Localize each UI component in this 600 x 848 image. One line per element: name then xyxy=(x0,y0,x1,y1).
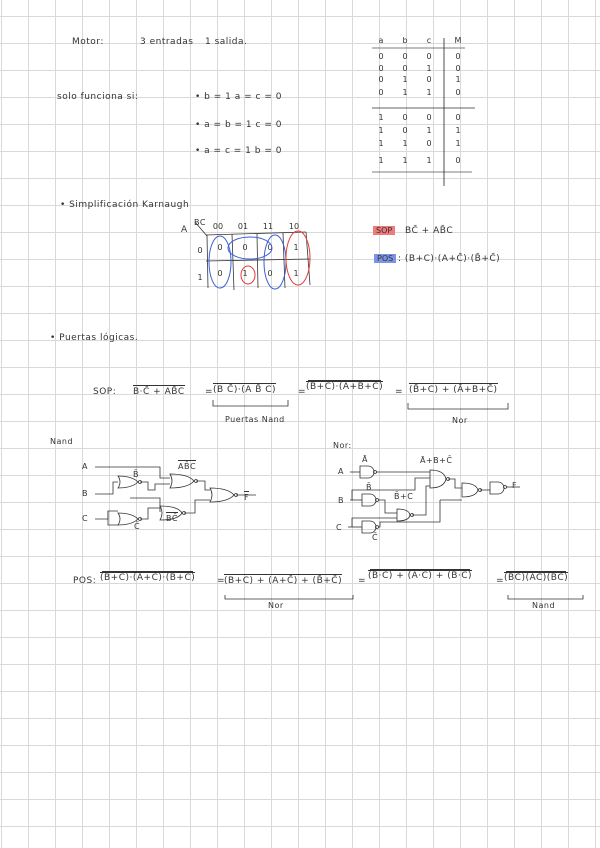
sop-term-3: (B̄+C)·(Ā+B+C̄) xyxy=(306,382,384,392)
eq: = xyxy=(298,387,307,397)
kmap-cell: 0 xyxy=(217,243,223,252)
kmap-col-var: BC xyxy=(194,218,206,227)
nand-input-a: A xyxy=(82,462,88,471)
pos-term-2: (B+C) + (A+C̄) + (B̄+C̄) xyxy=(224,576,343,586)
nor-input-b: B xyxy=(338,496,344,505)
nand-circuit-title: Nand xyxy=(50,437,74,446)
nor-not-a-label: Ā xyxy=(362,455,368,464)
condition-3: • a = c = 1 b = 0 xyxy=(195,146,282,156)
label-nand-2: Nand xyxy=(532,601,556,610)
truth-table-header: c xyxy=(426,36,432,45)
label-nor-2: Nor xyxy=(268,601,284,610)
kmap-cell: 0 xyxy=(217,269,223,278)
nor-circuit xyxy=(348,466,520,533)
nor-not-c-gate xyxy=(362,521,376,533)
pos-term-1: (B+C)·(A+C̄)·(B̄+C̄) xyxy=(100,573,196,583)
kmap-row-label: 0 xyxy=(197,246,203,255)
truth-table-header: b xyxy=(402,36,408,45)
truth-table-cell: 1 xyxy=(378,156,384,165)
motor-title: Motor: xyxy=(72,37,104,47)
kmap-cell: 1 xyxy=(293,243,299,252)
truth-table-cell: 0 xyxy=(378,52,384,61)
kmap-col-label: 10 xyxy=(288,222,300,231)
kmap-col-label: 00 xyxy=(212,222,224,231)
nor-gate-out xyxy=(490,482,504,494)
kmap-cell: 1 xyxy=(293,269,299,278)
eq: = xyxy=(395,387,404,397)
kmap-cell: 1 xyxy=(242,269,248,278)
sop-term-1: B·C̄ + AB̄C xyxy=(133,387,185,397)
truth-table-cell: 1 xyxy=(426,156,432,165)
kmap-row-var: A xyxy=(181,225,188,235)
inputs-text: 3 entradas xyxy=(140,37,194,47)
nand-input-c: C xyxy=(82,514,89,523)
truth-table-cell: 1 xyxy=(378,113,384,122)
pos-badge: POS xyxy=(374,254,396,263)
nand-not-b-label: B̄ xyxy=(133,470,139,479)
truth-table-cell: 0 xyxy=(402,113,408,122)
nand-not-c-gate xyxy=(118,513,138,525)
kmap-cell: 0 xyxy=(242,243,248,252)
nor-input-c: C xyxy=(336,523,343,532)
nor-g2-label: B̄+C xyxy=(394,492,414,501)
kmap-cell: 0 xyxy=(267,243,273,252)
eq: = xyxy=(496,576,505,586)
truth-table-cell: 0 xyxy=(402,52,408,61)
nor-g1-label: Ā+B+C̄ xyxy=(420,456,453,465)
nor-not-a-gate xyxy=(360,466,374,478)
truth-table-header: M xyxy=(454,36,462,45)
truth-table-cell: 1 xyxy=(402,156,408,165)
nor-input-a: A xyxy=(338,467,344,476)
pos-term-3: (B̄·C̄) + (Ā·C) + (B·C) xyxy=(368,571,473,581)
nand-output-label: F xyxy=(244,493,250,502)
truth-table-cell: 0 xyxy=(455,64,461,73)
truth-table-cell: 1 xyxy=(455,139,461,148)
nand-not-c-label: C̄ xyxy=(134,522,141,531)
karnaugh-title: • Simplificación Karnaugh xyxy=(60,200,190,210)
truth-table-header: a xyxy=(378,36,384,45)
nor-output-label: F xyxy=(512,481,518,490)
nor-circuit-title: Nor: xyxy=(333,441,352,450)
truth-table-cell: 0 xyxy=(426,113,432,122)
truth-table-cell: 0 xyxy=(455,88,461,97)
nand-g2-label: BC̄ xyxy=(166,514,178,523)
nor-not-b-gate xyxy=(362,494,376,506)
kmap-col-label: 11 xyxy=(262,222,274,231)
truth-table-cell: 0 xyxy=(455,156,461,165)
nand-not-b-gate xyxy=(118,476,138,488)
sop-badge: SOP xyxy=(373,226,395,235)
condition-2: • a = b = 1 c = 0 xyxy=(195,120,282,130)
truth-table-cell: 0 xyxy=(402,126,408,135)
sop-expression: BC̄ + AB̄C xyxy=(405,226,454,236)
truth-table-cell: 1 xyxy=(455,75,461,84)
truth-table-cell: 1 xyxy=(426,126,432,135)
nand-g1-label: AB̄C xyxy=(178,462,197,471)
nand-circuit xyxy=(95,467,256,525)
truth-table-cell: 0 xyxy=(426,52,432,61)
pos-prefix: POS: xyxy=(73,576,97,586)
label-puertas-nand: Puertas Nand xyxy=(225,415,285,424)
eq: = xyxy=(358,576,367,586)
truth-table-cell: 0 xyxy=(426,75,432,84)
nor-gate-3 xyxy=(462,483,478,497)
truth-table-cell: 1 xyxy=(378,139,384,148)
nor-gate-1 xyxy=(430,470,446,488)
nor-not-b-label: B̄ xyxy=(366,483,372,492)
truth-table-cell: 0 xyxy=(402,64,408,73)
truth-table-cell: 0 xyxy=(378,64,384,73)
condition-1: • b = 1 a = c = 0 xyxy=(195,92,282,102)
truth-table-cell: 1 xyxy=(378,126,384,135)
nand-gate-2 xyxy=(160,506,182,520)
truth-table-cell: 0 xyxy=(426,139,432,148)
truth-table-cell: 1 xyxy=(402,139,408,148)
nor-not-c-label: C̄ xyxy=(372,533,379,542)
pos-expression: : (B+C)·(A+C̄)·(B̄+C̄) xyxy=(398,254,501,264)
nor-gate-2 xyxy=(397,509,410,521)
nand-gate-out xyxy=(210,488,234,502)
gates-title: • Puertas lógicas. xyxy=(50,333,139,343)
truth-table-cell: 1 xyxy=(402,88,408,97)
outputs-text: 1 salida. xyxy=(205,37,248,47)
truth-table-cell: 1 xyxy=(455,126,461,135)
label-nor: Nor xyxy=(452,416,468,425)
truth-table-cell: 1 xyxy=(402,75,408,84)
kmap-row-label: 1 xyxy=(197,273,203,282)
truth-table-cell: 1 xyxy=(426,64,432,73)
condition-label: solo funciona si: xyxy=(57,92,139,102)
eq: = xyxy=(205,387,214,397)
sop-term-2: (B C̄)·(A B̄ C) xyxy=(213,385,277,395)
pos-term-4: (B̄C̄)(ĀC)(BC) xyxy=(504,573,569,583)
nand-input-b: B xyxy=(82,489,88,498)
truth-table-cell: 1 xyxy=(426,88,432,97)
sop-term-4: (B̄+C) + (Ā+B+C̄) xyxy=(409,385,498,395)
truth-table-cell: 0 xyxy=(455,113,461,122)
truth-table-cell: 0 xyxy=(378,75,384,84)
kmap-col-label: 01 xyxy=(237,222,249,231)
nand-gate-1 xyxy=(170,474,194,488)
eq: = xyxy=(217,576,226,586)
truth-table-cell: 0 xyxy=(378,88,384,97)
kmap-cell: 0 xyxy=(267,269,273,278)
truth-table-cell: 0 xyxy=(455,52,461,61)
sop-prefix: SOP: xyxy=(93,387,117,397)
